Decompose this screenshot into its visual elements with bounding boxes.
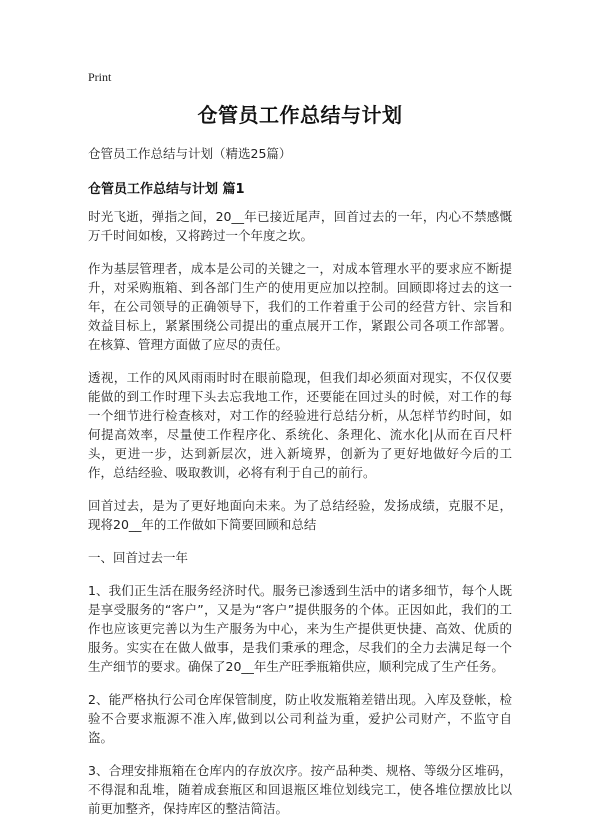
- paragraph-item-1: 1、我们正生活在服务经济时代。服务已渗透到生活中的诸多细节，每个人既是享受服务的“客户”，又是为“客户”提供服务的个体。正因如此，我们的工作也应该更完善以为生产服务为中心，来为生产提供更快捷、高效、优质的服务。实实在在做人做事，是我们秉承的理念，尽我们的全力去满足每一个生产细节的要求。确保了20__年生产旺季瓶箱供应，顺利完成了生产任务。: [88, 583, 512, 674]
- paragraph-reflection: 透视，工作的风风雨雨时时在眼前隐现，但我们却必须面对现实，不仅仅要能做的到工作时理下头去忘我地工作，还要能在回过头的时候，对工作的每一个细节进行检查核对，对工作的经验进行总结分析，从怎样节约时间，如何提高效率，尽量使工作程序化、系统化、条理化、流水化|从而在百尺杆头，更进一步，达到新层次，进入新境界，创新为了更好地做好今后的工作，总结经验、吸取教训，必将有利于自己的前行。: [88, 370, 512, 480]
- document-title: 仓管员工作总结与计划: [197, 103, 403, 127]
- paragraph-item-3: 3、合理安排瓶箱在仓库内的存放次序。按产品种类、规格、等级分区堆码，不得混和乱堆，随着成套瓶区和回退瓶区堆位划线完工，使各堆位摆放比以前更加整齐，保持库区的整洁简洁。: [88, 763, 512, 816]
- paragraph-heading-one: 一、回首过去一年: [88, 550, 189, 565]
- paragraph-cost-management: 作为基层管理者，成本是公司的关键之一，对成本管理水平的要求应不断提升，对采购瓶箱、到各部门生产的使用更应加以控制。回顾即将过去的这一年，在公司领导的正确领导下，我们的工作着重于公司的经营方针、宗旨和效益目标上，紧紧围绕公司提出的重点展开工作，紧跟公司各项工作部署。在核算、管理方面做了应尽的责任。: [88, 261, 512, 352]
- section-heading: 仓管员工作总结与计划 篇1: [88, 182, 245, 197]
- paragraph-review: 回首过去，是为了更好地面向未来。为了总结经验，发扬成绩，克服不足，现将20__年的工作做如下简要回顾和总结: [88, 498, 512, 532]
- document-subtitle: 仓管员工作总结与计划（精选25篇）: [88, 146, 292, 161]
- paragraph-item-2: 2、能严格执行公司仓库保管制度，防止收发瓶箱差错出现。入库及登帐，检验不合要求瓶源不准入库,做到以公司利益为重，爱护公司财产，不监守自盗。: [88, 692, 512, 745]
- paragraph-intro: 时光飞逝，弹指之间，20__年已接近尾声，回首过去的一年，内心不禁感慨万千时间如梭，又将跨过一个年度之坎。: [88, 209, 512, 243]
- print-label: Print: [88, 70, 112, 84]
